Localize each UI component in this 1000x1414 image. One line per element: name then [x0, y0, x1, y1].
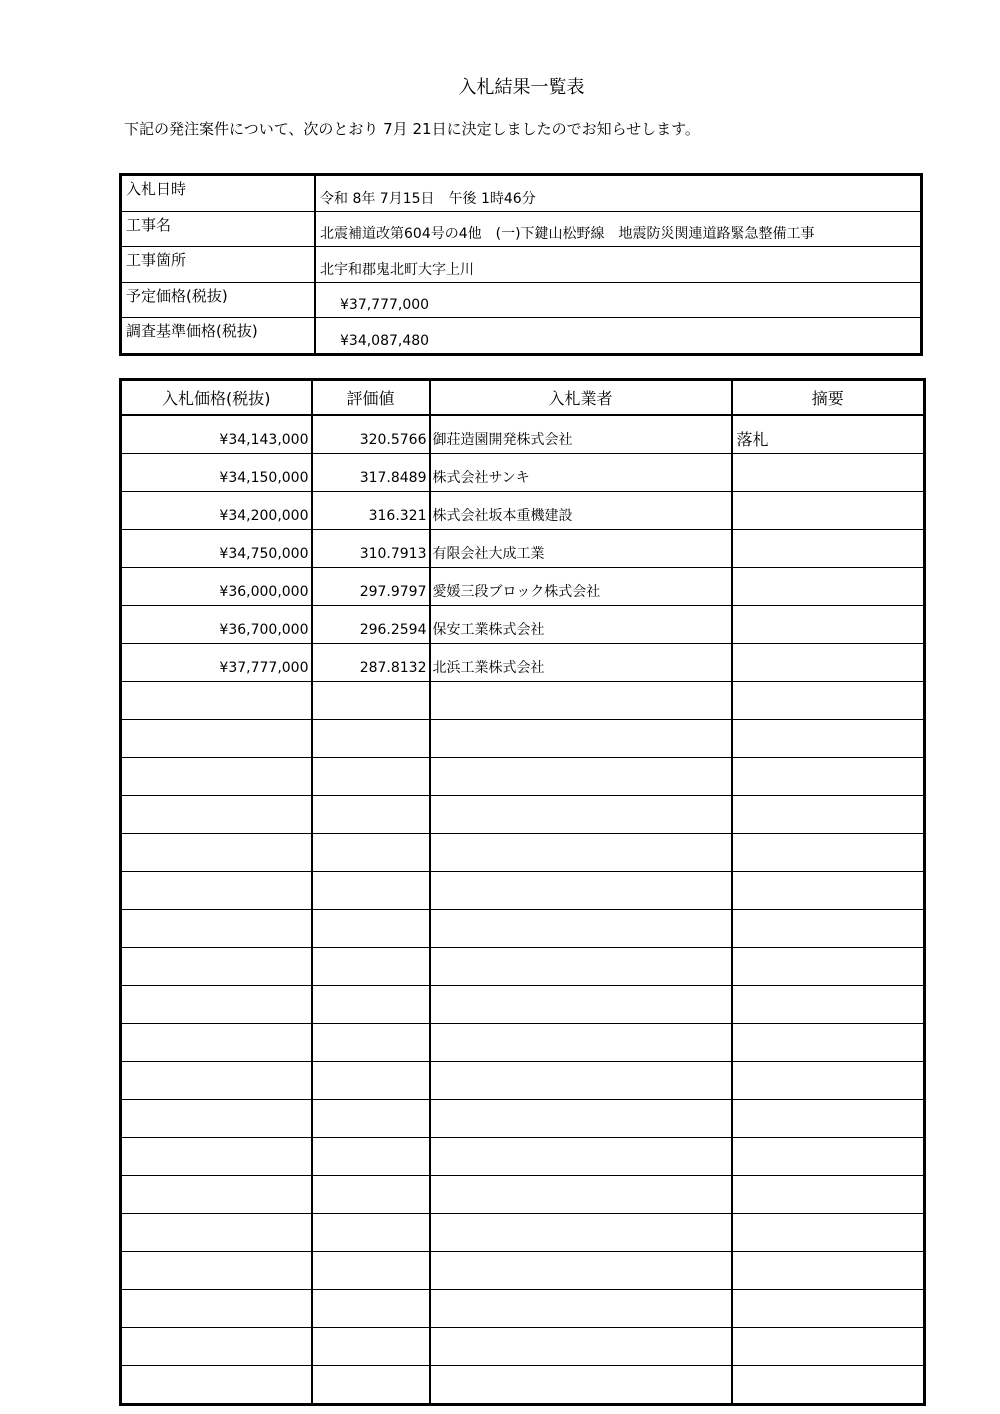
bidder-cell: [430, 1290, 732, 1328]
score-cell: [312, 758, 430, 796]
note-cell: [732, 1290, 925, 1328]
bidder-cell: 保安工業株式会社: [430, 606, 732, 644]
bid-price-cell: [121, 720, 312, 758]
note-cell: [732, 606, 925, 644]
info-value-reference-price: ¥34,087,480: [315, 318, 922, 355]
table-row: [121, 568, 925, 606]
note-cell: [732, 1328, 925, 1366]
bidder-cell: [430, 1176, 732, 1214]
bid-price-cell: [121, 948, 312, 986]
info-value-location: 北宇和郡鬼北町大字上川: [315, 247, 922, 283]
empty-table-row: [121, 1252, 925, 1290]
bid-price-cell: ¥34,150,000: [121, 454, 312, 492]
bidder-cell: [430, 758, 732, 796]
info-value-planned-price: ¥37,777,000: [315, 282, 922, 318]
empty-table-row: [121, 1100, 925, 1138]
bidder-cell: 北浜工業株式会社: [430, 644, 732, 682]
bid-price-cell: [121, 1328, 312, 1366]
empty-table-row: [121, 1366, 925, 1405]
bidder-cell: [430, 1138, 732, 1176]
bidder-cell: [430, 1214, 732, 1252]
empty-table-row: [121, 1062, 925, 1100]
score-cell: 316.321: [312, 492, 430, 530]
bidder-cell: [430, 1328, 732, 1366]
score-cell: 310.7913: [312, 530, 430, 568]
bid-price-cell: [121, 1176, 312, 1214]
bidder-cell: [430, 1024, 732, 1062]
bidder-cell: [430, 1252, 732, 1290]
note-cell: [732, 948, 925, 986]
empty-table-row: [121, 948, 925, 986]
score-cell: [312, 1100, 430, 1138]
score-cell: [312, 682, 430, 720]
info-label-project-name: 工事名: [121, 211, 316, 247]
note-cell: [732, 568, 925, 606]
bid-price-cell: ¥36,000,000: [121, 568, 312, 606]
score-cell: [312, 1252, 430, 1290]
score-cell: [312, 948, 430, 986]
score-cell: [312, 986, 430, 1024]
bidder-cell: [430, 682, 732, 720]
bidder-cell: [430, 1366, 732, 1405]
bid-price-cell: ¥37,777,000: [121, 644, 312, 682]
bid-price-cell: [121, 986, 312, 1024]
bidder-cell: 御荘造園開発株式会社: [430, 415, 732, 454]
score-cell: [312, 720, 430, 758]
results-body: [121, 415, 925, 1405]
note-cell: [732, 796, 925, 834]
empty-table-row: [121, 720, 925, 758]
bidder-cell: [430, 1100, 732, 1138]
score-cell: 317.8489: [312, 454, 430, 492]
bid-price-cell: [121, 1290, 312, 1328]
bidder-cell: 有限会社大成工業: [430, 530, 732, 568]
note-cell: [732, 986, 925, 1024]
note-cell: [732, 1176, 925, 1214]
note-cell: [732, 910, 925, 948]
score-cell: [312, 1138, 430, 1176]
empty-table-row: [121, 1290, 925, 1328]
score-cell: [312, 1214, 430, 1252]
info-label-bid-datetime: 入札日時: [121, 175, 316, 212]
bid-price-cell: [121, 1366, 312, 1405]
empty-table-row: [121, 1214, 925, 1252]
bidder-cell: [430, 948, 732, 986]
table-row: [121, 644, 925, 682]
empty-table-row: [121, 834, 925, 872]
score-cell: 320.5766: [312, 415, 430, 454]
info-row-location: [121, 247, 922, 283]
notice-text: 下記の発注案件について、次のとおり 7月 21日に決定しましたのでお知らせします。: [124, 120, 700, 138]
empty-table-row: [121, 796, 925, 834]
bid-price-cell: [121, 1138, 312, 1176]
bid-price-cell: [121, 1100, 312, 1138]
note-cell: [732, 1024, 925, 1062]
note-cell: [732, 1100, 925, 1138]
bidder-cell: [430, 720, 732, 758]
note-cell: [732, 1252, 925, 1290]
bid-price-cell: [121, 1252, 312, 1290]
score-cell: [312, 1176, 430, 1214]
note-cell: 落札: [732, 415, 925, 454]
bid-price-cell: ¥34,200,000: [121, 492, 312, 530]
results-header-row: [121, 380, 925, 416]
bid-info-table: [119, 173, 923, 356]
note-cell: [732, 834, 925, 872]
note-cell: [732, 872, 925, 910]
note-cell: [732, 644, 925, 682]
note-cell: [732, 454, 925, 492]
note-cell: [732, 720, 925, 758]
page-title: 入札結果一覧表: [458, 77, 585, 98]
header-bidder: 入札業者: [430, 380, 732, 416]
note-cell: [732, 1138, 925, 1176]
table-row: [121, 530, 925, 568]
score-cell: [312, 1290, 430, 1328]
empty-table-row: [121, 758, 925, 796]
info-row-project-name: [121, 211, 922, 247]
bid-price-cell: [121, 682, 312, 720]
empty-table-row: [121, 1138, 925, 1176]
bidder-cell: 株式会社坂本重機建設: [430, 492, 732, 530]
score-cell: [312, 834, 430, 872]
bid-price-cell: [121, 758, 312, 796]
bid-price-cell: [121, 796, 312, 834]
bidder-cell: [430, 872, 732, 910]
bid-price-cell: ¥34,143,000: [121, 415, 312, 454]
bid-price-cell: ¥34,750,000: [121, 530, 312, 568]
bid-price-cell: [121, 834, 312, 872]
note-cell: [732, 1214, 925, 1252]
score-cell: [312, 872, 430, 910]
bid-price-cell: [121, 910, 312, 948]
table-row: [121, 606, 925, 644]
bid-results-table: [119, 378, 926, 1406]
bid-price-cell: ¥36,700,000: [121, 606, 312, 644]
bidder-cell: [430, 834, 732, 872]
info-row-reference-price: [121, 318, 922, 355]
bidder-cell: [430, 796, 732, 834]
score-cell: [312, 1062, 430, 1100]
note-cell: [732, 758, 925, 796]
score-cell: 296.2594: [312, 606, 430, 644]
score-cell: 297.9797: [312, 568, 430, 606]
note-cell: [732, 682, 925, 720]
score-cell: [312, 1328, 430, 1366]
note-cell: [732, 1062, 925, 1100]
score-cell: [312, 1366, 430, 1405]
bid-price-cell: [121, 1214, 312, 1252]
info-label-reference-price: 調査基準価格(税抜): [121, 318, 316, 355]
info-row-bid-datetime: [121, 175, 922, 212]
score-cell: [312, 796, 430, 834]
bidder-cell: [430, 986, 732, 1024]
header-bid-price: 入札価格(税抜): [121, 380, 312, 416]
empty-table-row: [121, 986, 925, 1024]
empty-table-row: [121, 1328, 925, 1366]
bid-price-cell: [121, 1024, 312, 1062]
bid-price-cell: [121, 872, 312, 910]
note-cell: [732, 530, 925, 568]
note-cell: [732, 492, 925, 530]
score-cell: 287.8132: [312, 644, 430, 682]
info-label-location: 工事箇所: [121, 247, 316, 283]
empty-table-row: [121, 682, 925, 720]
bidder-cell: [430, 1062, 732, 1100]
table-row: [121, 415, 925, 454]
empty-table-row: [121, 1176, 925, 1214]
empty-table-row: [121, 1024, 925, 1062]
bidder-cell: [430, 910, 732, 948]
empty-table-row: [121, 872, 925, 910]
table-row: [121, 454, 925, 492]
info-value-bid-datetime: 令和 8年 7月15日 午後 1時46分: [315, 175, 922, 212]
note-cell: [732, 1366, 925, 1405]
info-label-planned-price: 予定価格(税抜): [121, 282, 316, 318]
score-cell: [312, 910, 430, 948]
header-score: 評価値: [312, 380, 430, 416]
bid-price-cell: [121, 1062, 312, 1100]
empty-table-row: [121, 910, 925, 948]
table-row: [121, 492, 925, 530]
bidder-cell: 愛媛三段ブロック株式会社: [430, 568, 732, 606]
header-note: 摘要: [732, 380, 925, 416]
score-cell: [312, 1024, 430, 1062]
info-row-planned-price: [121, 282, 922, 318]
bidder-cell: 株式会社サンキ: [430, 454, 732, 492]
info-value-project-name: 北震補道改第604号の4他 (一)下鍵山松野線 地震防災関連道路緊急整備工事: [315, 211, 922, 247]
